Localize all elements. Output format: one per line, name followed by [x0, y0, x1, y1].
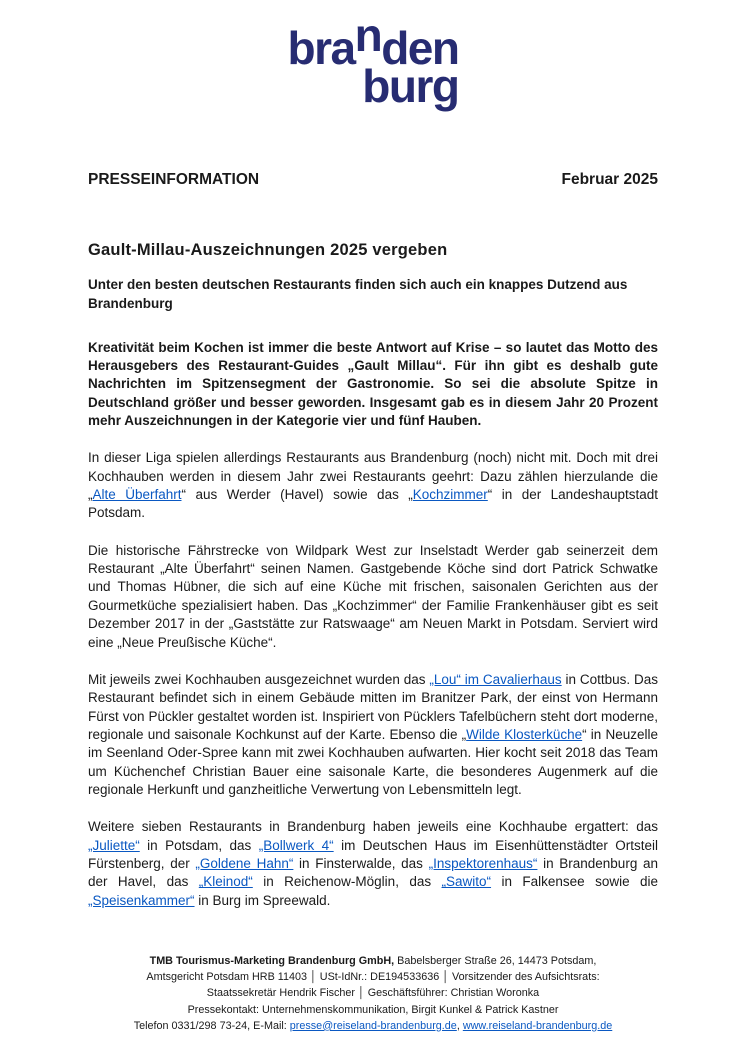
footer-line [40, 969, 706, 985]
inline-link[interactable]: presse@reiseland-brandenburg.de [289, 1019, 457, 1032]
logo-text-den: den [381, 22, 459, 74]
inline-link[interactable]: Wilde Klosterküche [466, 726, 583, 742]
inline-link[interactable]: „Goldene Hahn“ [195, 856, 294, 872]
logo-text-bra: bra [287, 22, 355, 74]
text-run: Weitere sieben Restaurants in Brandenburg haben jeweils eine Kochhaube ergattert: das [88, 819, 658, 835]
body-paragraph [88, 449, 658, 522]
text-run: in Reichenow-Möglin, das [252, 874, 442, 890]
article-subtitle: Unter den besten deutschen Restaurants finden sich auch ein knappes Dutzend aus Brandenburg [88, 276, 628, 311]
text-run: Babelsberger Straße 26, 14473 Potsdam, [394, 955, 597, 968]
logo-text-raised-n: n [354, 9, 382, 61]
inline-link[interactable]: Kochzimmer [412, 487, 488, 503]
inline-link[interactable]: www.reiseland-brandenburg.de [462, 1019, 613, 1032]
text-run: “ in Neuzelle im Seenland Oder-Spree kann mit zwei Kochhauben aufwarten. Hier kocht seit 2018 das Team um Küchenchef Christian Bauer eine saisonale Karte, die besonderes Augenmerk auf die regionale Herkunft und ganzheitliche Verwertung von Lebensmitteln legt. [88, 726, 658, 798]
text-run: Pressekontakt: Unternehmenskommunikation, Birgit Kunkel & Patrick Kastner [187, 1003, 559, 1016]
text-run: Amtsgericht Potsdam HRB 11403 │ USt-IdNr.: DE194533636 │ Vorsitzender des Aufsichtsrats: [146, 971, 600, 984]
inline-link[interactable]: „Lou“ im Cavalierhaus [429, 671, 562, 687]
text-run: in Brandenburg an der Havel, das [88, 856, 659, 890]
text-run: In dieser Liga spielen allerdings Restaurants aus Brandenburg (noch) nicht mit. Doch mit drei Kochhauben werden in diesem Jahr zwei Restaurants geehrt: Dazu zählen hierzulande die „ [88, 450, 658, 503]
inline-link[interactable]: „Inspektorenhaus“ [428, 856, 538, 872]
logo-line-2: burg [362, 59, 459, 112]
logo-container [88, 0, 658, 112]
footer-line [40, 953, 706, 969]
text-run: in Finsterwalde, das [293, 856, 429, 872]
text-run: in Cottbus. Das Restaurant befindet sich in einem Gebäude mitten im Branitzer Park, der einst von Hermann Fürst von Pückler gestaltet worden ist. Inspiriert von Pücklers Tafelbüchern steht dort moderne, regionale und saisonale Kochkunst auf der Karte. Ebenso die „ [88, 671, 658, 742]
inline-link[interactable]: „Kleinod“ [198, 874, 253, 890]
article-title: Gault-Millau-Auszeichnungen 2025 vergeben [88, 240, 448, 259]
inline-link[interactable]: „Bollwerk 4“ [258, 837, 334, 853]
lead-paragraph: Kreativität beim Kochen ist immer die beste Antwort auf Krise – so lautet das Motto des Herausgebers des Restaurant-Guides „Gault Millau“. Für ihn gibt es deshalb gute Nachrichten im Spitzensegment der Gastronomie. So sei die absolute Spitze in Deutschland größer und besser geworden. Insgesamt gab es in diesem Jahr 20 Prozent mehr Auszeichnungen in der Kategorie vier und fünf Hauben. [88, 339, 658, 428]
footer-line [40, 1018, 706, 1034]
text-run: in Potsdam, das [139, 837, 259, 853]
body-paragraph [88, 542, 658, 652]
text-run: “ in der Landeshauptstadt Potsdam. [88, 487, 659, 521]
press-info-label: PRESSEINFORMATION [88, 170, 260, 188]
text-run: Telefon 0331/298 73-24, E-Mail: [133, 1019, 290, 1032]
bold-text-run: TMB Tourismus-Marketing Brandenburg GmbH, [149, 955, 395, 968]
footer-line [40, 1002, 706, 1018]
text-run: Die historische Fährstrecke von Wildpark West zur Inselstadt Werder gab seinerzeit dem Restaurant „Alte Überfahrt“ seinen Namen. Gastgebende Köche sind dort Patrick Schwatke und Thomas Hübner, die sich auf eine Küche mit frischen, saisonalen Gerichten aus der Gourmetküche spezialisiert haben. Das „Kochzimmer“ der Familie Frankenhäuser gibt es seit Dezember 2017 in der „Gaststätte zur Ratswaage“ am Neuen Markt in Potsdam. Serviert wird eine „Neue Preußische Küche“. [88, 542, 658, 650]
inline-link[interactable]: „Sawito“ [441, 874, 492, 890]
brandenburg-logo [287, 9, 459, 112]
text-run: , [456, 1019, 463, 1032]
text-run: Staatssekretär Hendrik Fischer │ Geschäftsführer: Christian Woronka [206, 987, 540, 1000]
footer [40, 953, 706, 1034]
document-header [88, 171, 658, 189]
text-run: in Falkensee sowie die [491, 874, 659, 890]
inline-link[interactable]: „Speisenkammer“ [88, 892, 195, 908]
inline-link[interactable]: Alte Überfahrt [92, 487, 182, 503]
text-run: in Burg im Spreewald. [194, 892, 331, 908]
body-paragraph [88, 818, 658, 910]
text-run: “ aus Werder (Havel) sowie das „ [181, 487, 413, 503]
footer-line [40, 985, 706, 1001]
inline-link[interactable]: „Juliette“ [88, 837, 140, 853]
text-run: Mit jeweils zwei Kochhauben ausgezeichnet wurden das [88, 671, 430, 687]
date-label: Februar 2025 [561, 170, 658, 188]
text-run: im Deutschen Haus im Eisenhüttenstädter Ortsteil Fürstenberg, der [88, 837, 658, 872]
body-paragraph [88, 671, 658, 800]
